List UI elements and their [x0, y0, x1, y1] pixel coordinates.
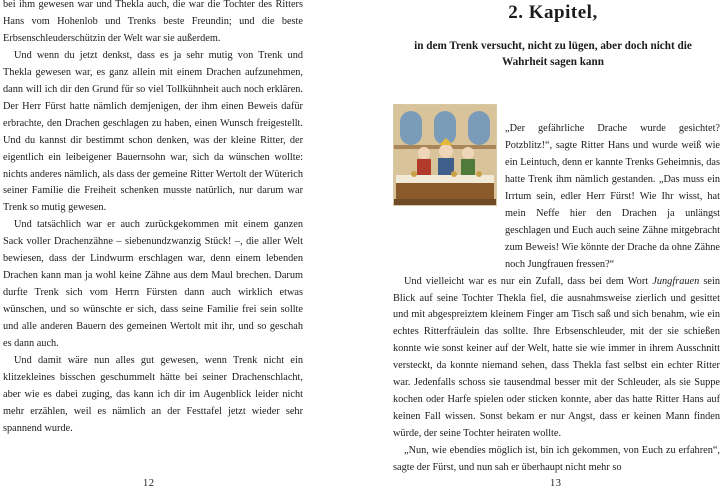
paragraph	[393, 274, 720, 444]
page-number: 13	[550, 478, 562, 489]
paragraph: Und wenn du jetzt denkst, dass es ja sehr mutig von Trenk und Thekla gewesen war, es ganz allein mit einem Drachen aufzunehmen, dann will ich dir den Grund für so viel Tollkühnheit auch noch erklären. Der Herr Fürst hatte nämlich demjenigen, der ihm einen Beweis dafür erbrachte, den Drachen geschlagen zu haben, einen Wunsch freigestellt. Und du kannst dir bestimmt schon denken, was der kleine Ritter, der eigentlich ein leibeigener Bauernsohn war, sich da wünschen wollte: nichts anderes nämlich, als dass der gemeine Ritter Wertolt der Wüterich seiner Familie die Freiheit schenken musste natürlich, nur darum war Trenk so mutig gewesen.	[3, 49, 303, 214]
emphasis: Jungfrauen	[652, 275, 700, 287]
left-page-text	[3, 0, 303, 438]
chapter-subtitle: in dem Trenk versucht, nicht zu lügen, aber doch nicht die Wahrheit sagen kann	[414, 40, 692, 68]
paragraph: „Der gefährliche Drache wurde gesichtet? Potzblitz!“, sagte Ritter Hans und wurde weiß wie ein Leintuch, denn er kannte Trenks Geheimnis, das hatte Trenk ihm nämlich gestanden. „Das muss ein Irrtum sein, edler Herr Fürst! Wie Ihr wisst, hat mein Neffe hier den Drachen ja unlängst geschlagen und Euch auch seine Zähne mitgebracht zum Beweis! Wie könnte der Drache da ohne Zähne noch Jungfrauen fressen?“	[505, 123, 720, 270]
text-beside-illustration	[505, 121, 720, 274]
page-number: 12	[143, 478, 155, 489]
right-page	[378, 0, 720, 495]
paragraph: „Nun, wie ebendies möglich ist, bin ich gekommen, von Euch zu erfahren“, sagte der Fürst, und nun sah er überhaupt nicht mehr so	[393, 445, 720, 474]
chapter-heading	[408, 0, 698, 70]
chapter-title: 2. Kapitel,	[508, 2, 598, 23]
paragraph-text: Und vielleicht war es nur ein Zufall, dass bei dem Wort	[404, 275, 653, 287]
paragraph: Und tatsächlich war er auch zurückgekommen mit einem ganzen Sack voller Drachenzähne – siebenundzwanzig Stück! –, die aller Welt bewiesen, dass der Lindwurm erschlagen war, denn einem lebenden Drachen kann man ja wohl keine Zähne aus dem Maul brechen. Darum durfte Trenk sich vom Herrn Fürsten dann auch wirklich etwas wünschen, und so wünschte er sich, dass seine Familie frei sein sollte und alle anderen Bauern des gemeinen Wertolt mit ihr, und so geschah es dann auch.	[3, 219, 303, 350]
right-page-text	[393, 121, 720, 477]
paragraph: Und damit wäre nun alles gut gewesen, wenn Trenk nicht ein klitzekleines bisschen geschummelt hätte bei seiner Drachenschlacht, aber wie es dabei zuging, das kann ich dir im Augenblick leider nicht mehr erzählen, weil es nämlich an der Festtafel jetzt wieder sehr spannend wurde.	[3, 355, 303, 434]
paragraph-text: sein Blick auf seine Tochter Thekla fiel, die ausnahmsweise zierlich und gesittet und mit abgespreiztem kleinem Finger am Tisch saß und sich benahm, wie ein echtes Ritterfräulein das sollte. Ihre Erbsenschleuder, mit der sie schießen konnte wie sonst keiner auf der Welt, hatte sie wie immer in ihrem Ausschnitt versteckt, da konnte niemand sehen, dass Thekla fast selbst ein echter Ritter war. Jedenfalls schoss sie tausendmal besser mit der Schleuder, als sie Suppe kochen oder Harfe spielen oder sticken konnte, aber das hatte Ritter Hans auf keinen Fall wissen. Sonst bekam er nur Angst, dass er keinen Mann finden würde, der seine Tochter heiraten wollte.	[393, 275, 720, 440]
paragraph: bei ihm gewesen war und Thekla auch, die war die Tochter des Ritters Hans vom Hohenlob und Trenks beste Freundin; und die beste Erbsenschleuderschützin der Welt war sie außerdem.	[3, 0, 303, 44]
left-page	[0, 0, 346, 495]
